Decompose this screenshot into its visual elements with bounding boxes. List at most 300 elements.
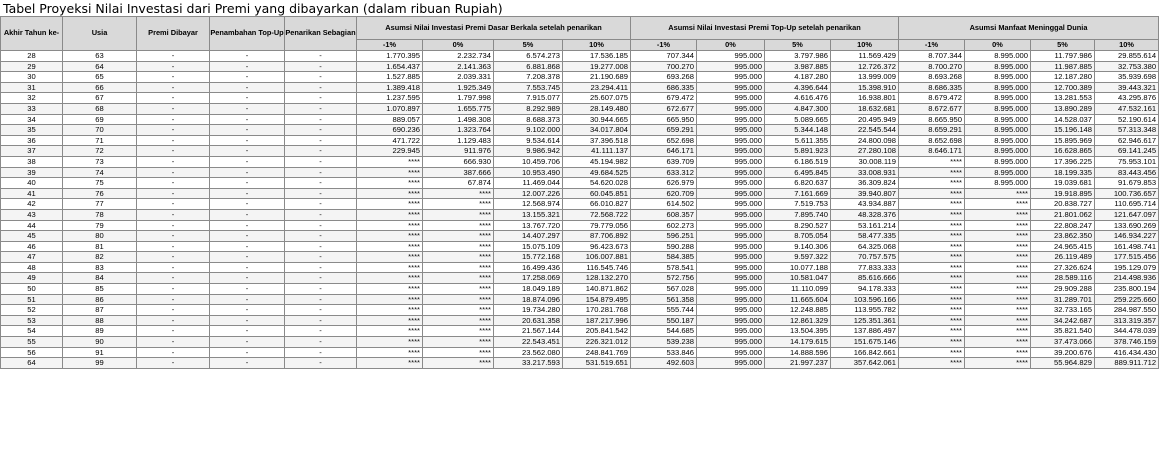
cell-premi-topup-value: 6.495.845 xyxy=(765,167,831,178)
cell-premi-dasar-value: 11.469.044 xyxy=(494,178,563,189)
table-row xyxy=(1,93,1159,104)
cell-premi-dasar-value: **** xyxy=(357,262,423,273)
cell-premi-dasar-value: 1.925.349 xyxy=(423,82,494,93)
cell-manfaat-meninggal-value: **** xyxy=(965,337,1031,348)
cell-manfaat-meninggal-value: 284.987.550 xyxy=(1095,305,1159,316)
cell-penarikan-sebagian: - xyxy=(285,103,357,114)
cell-usia: 68 xyxy=(63,103,137,114)
cell-premi-topup-value: 544.685 xyxy=(631,326,697,337)
cell-premi-topup-value: 5.891.923 xyxy=(765,146,831,157)
cell-premi-topup-value: 94.178.333 xyxy=(831,284,899,295)
cell-premi-topup-value: 9.597.322 xyxy=(765,252,831,263)
cell-manfaat-meninggal-value: 27.326.624 xyxy=(1031,262,1095,273)
cell-akhir-tahun: 33 xyxy=(1,103,63,114)
cell-manfaat-meninggal-value: 8.995.000 xyxy=(965,114,1031,125)
cell-penambahan-topup: - xyxy=(210,146,285,157)
cell-usia: 83 xyxy=(63,262,137,273)
cell-premi-dasar-value: 96.423.673 xyxy=(563,241,631,252)
table-row xyxy=(1,199,1159,210)
cell-premi-dasar-value: 9.534.614 xyxy=(494,135,563,146)
cell-premi-topup-value: 995.000 xyxy=(697,337,765,348)
cell-manfaat-meninggal-value: 8.665.950 xyxy=(899,114,965,125)
cell-premi-dasar-value: **** xyxy=(423,284,494,295)
cell-manfaat-meninggal-value: 8.707.344 xyxy=(899,51,965,62)
cell-premi-topup-value: 113.955.782 xyxy=(831,305,899,316)
cell-premi-dasar-value: **** xyxy=(423,273,494,284)
cell-manfaat-meninggal-value: 313.319.357 xyxy=(1095,315,1159,326)
cell-premi-topup-value: 995.000 xyxy=(697,82,765,93)
cell-premi-dasar-value: 8.688.373 xyxy=(494,114,563,125)
cell-premi-topup-value: 22.545.544 xyxy=(831,125,899,136)
cell-penambahan-topup: - xyxy=(210,82,285,93)
cell-penambahan-topup: - xyxy=(210,72,285,83)
cell-premi-dibayar: - xyxy=(137,347,210,358)
cell-premi-topup-value: 3.987.885 xyxy=(765,61,831,72)
cell-manfaat-meninggal-value: 8.995.000 xyxy=(965,146,1031,157)
cell-premi-dasar-value: 140.871.862 xyxy=(563,284,631,295)
cell-premi-dasar-value: 128.132.270 xyxy=(563,273,631,284)
cell-penarikan-sebagian: - xyxy=(285,209,357,220)
cell-premi-topup-value: 995.000 xyxy=(697,146,765,157)
cell-manfaat-meninggal-value: 31.289.701 xyxy=(1031,294,1095,305)
cell-usia: 72 xyxy=(63,146,137,157)
cell-usia: 63 xyxy=(63,51,137,62)
cell-premi-dasar-value: 106.007.881 xyxy=(563,252,631,263)
cell-penarikan-sebagian: - xyxy=(285,294,357,305)
cell-premi-dasar-value: **** xyxy=(357,315,423,326)
cell-premi-topup-value: 9.140.306 xyxy=(765,241,831,252)
cell-premi-dasar-value: 1.655.775 xyxy=(423,103,494,114)
cell-premi-topup-value: 693.268 xyxy=(631,72,697,83)
cell-premi-topup-value: 707.344 xyxy=(631,51,697,62)
cell-premi-topup-value: 24.800.098 xyxy=(831,135,899,146)
cell-penarikan-sebagian: - xyxy=(285,262,357,273)
cell-manfaat-meninggal-value: **** xyxy=(899,178,965,189)
cell-manfaat-meninggal-value: 8.679.472 xyxy=(899,93,965,104)
cell-premi-dibayar: - xyxy=(137,188,210,199)
cell-akhir-tahun: 30 xyxy=(1,72,63,83)
cell-akhir-tahun: 44 xyxy=(1,220,63,231)
cell-premi-topup-value: 550.187 xyxy=(631,315,697,326)
cell-usia: 90 xyxy=(63,337,137,348)
cell-premi-dasar-value: 15.772.168 xyxy=(494,252,563,263)
cell-penarikan-sebagian: - xyxy=(285,241,357,252)
cell-premi-topup-value: 5.611.355 xyxy=(765,135,831,146)
cell-premi-dasar-value: 19.277.008 xyxy=(563,61,631,72)
cell-premi-topup-value: 12.726.372 xyxy=(831,61,899,72)
cell-premi-topup-value: 12.861.329 xyxy=(765,315,831,326)
cell-premi-topup-value: 572.756 xyxy=(631,273,697,284)
cell-akhir-tahun: 49 xyxy=(1,273,63,284)
cell-akhir-tahun: 41 xyxy=(1,188,63,199)
cell-manfaat-meninggal-value: 17.396.225 xyxy=(1031,156,1095,167)
cell-premi-dasar-value: 37.396.518 xyxy=(563,135,631,146)
cell-akhir-tahun: 35 xyxy=(1,125,63,136)
cell-premi-topup-value: 639.709 xyxy=(631,156,697,167)
cell-penarikan-sebagian: - xyxy=(285,252,357,263)
cell-penambahan-topup: - xyxy=(210,178,285,189)
cell-manfaat-meninggal-value: 416.434.430 xyxy=(1095,347,1159,358)
table-row xyxy=(1,72,1159,83)
table-row xyxy=(1,337,1159,348)
cell-premi-dasar-value: **** xyxy=(423,337,494,348)
cell-manfaat-meninggal-value: 55.964.829 xyxy=(1031,358,1095,369)
header-group-premi-dasar: Asumsi Nilai Investasi Premi Dasar Berkala setelah penarikan xyxy=(357,17,631,40)
cell-premi-topup-value: 492.603 xyxy=(631,358,697,369)
cell-manfaat-meninggal-value: **** xyxy=(899,305,965,316)
page-title: Tabel Proyeksi Nilai Investasi dari Premi yang dibayarkan (dalam ribuan Rupiah) xyxy=(3,1,503,16)
table-row xyxy=(1,347,1159,358)
cell-premi-topup-value: 13.504.395 xyxy=(765,326,831,337)
cell-premi-dibayar: - xyxy=(137,178,210,189)
cell-premi-dasar-value: 28.149.480 xyxy=(563,103,631,114)
cell-premi-topup-value: 578.541 xyxy=(631,262,697,273)
cell-premi-dasar-value: 690.236 xyxy=(357,125,423,136)
cell-manfaat-meninggal-value: 37.473.066 xyxy=(1031,337,1095,348)
cell-premi-dasar-value: 12.007.226 xyxy=(494,188,563,199)
rate-header: -1% xyxy=(357,40,423,51)
cell-premi-dasar-value: 205.841.542 xyxy=(563,326,631,337)
cell-premi-dasar-value: **** xyxy=(423,294,494,305)
cell-manfaat-meninggal-value: **** xyxy=(965,241,1031,252)
cell-premi-topup-value: 995.000 xyxy=(697,294,765,305)
cell-premi-dibayar: - xyxy=(137,315,210,326)
cell-premi-topup-value: 995.000 xyxy=(697,220,765,231)
table-row xyxy=(1,103,1159,114)
cell-premi-topup-value: 30.008.119 xyxy=(831,156,899,167)
cell-akhir-tahun: 51 xyxy=(1,294,63,305)
cell-premi-topup-value: 620.709 xyxy=(631,188,697,199)
cell-penarikan-sebagian: - xyxy=(285,135,357,146)
cell-premi-topup-value: 43.934.887 xyxy=(831,199,899,210)
cell-manfaat-meninggal-value: 8.995.000 xyxy=(965,178,1031,189)
cell-penambahan-topup: - xyxy=(210,347,285,358)
rate-header: 10% xyxy=(1095,40,1159,51)
cell-premi-dasar-value: 1.389.418 xyxy=(357,82,423,93)
cell-premi-dasar-value: 67.874 xyxy=(423,178,494,189)
cell-usia: 82 xyxy=(63,252,137,263)
cell-manfaat-meninggal-value: **** xyxy=(965,347,1031,358)
cell-penambahan-topup: - xyxy=(210,61,285,72)
cell-premi-dasar-value: **** xyxy=(423,347,494,358)
cell-premi-dasar-value: 79.779.056 xyxy=(563,220,631,231)
cell-manfaat-meninggal-value: **** xyxy=(965,305,1031,316)
cell-premi-dibayar: - xyxy=(137,125,210,136)
cell-manfaat-meninggal-value: **** xyxy=(899,326,965,337)
cell-usia: 91 xyxy=(63,347,137,358)
cell-premi-dasar-value: 2.232.734 xyxy=(423,51,494,62)
cell-manfaat-meninggal-value: 11.797.986 xyxy=(1031,51,1095,62)
cell-premi-dasar-value: 1.129.483 xyxy=(423,135,494,146)
cell-premi-topup-value: 18.632.681 xyxy=(831,103,899,114)
cell-premi-dibayar: - xyxy=(137,273,210,284)
cell-manfaat-meninggal-value: 16.628.865 xyxy=(1031,146,1095,157)
cell-manfaat-meninggal-value: 43.295.876 xyxy=(1095,93,1159,104)
cell-premi-dasar-value: **** xyxy=(423,231,494,242)
cell-penarikan-sebagian: - xyxy=(285,178,357,189)
cell-manfaat-meninggal-value: 8.995.000 xyxy=(965,72,1031,83)
rate-header: 10% xyxy=(563,40,631,51)
cell-premi-dasar-value: 54.620.028 xyxy=(563,178,631,189)
cell-manfaat-meninggal-value: **** xyxy=(899,199,965,210)
cell-premi-dasar-value: 7.915.077 xyxy=(494,93,563,104)
cell-premi-topup-value: 995.000 xyxy=(697,178,765,189)
cell-premi-dasar-value: **** xyxy=(357,252,423,263)
cell-premi-topup-value: 652.698 xyxy=(631,135,697,146)
cell-manfaat-meninggal-value: 8.700.270 xyxy=(899,61,965,72)
cell-manfaat-meninggal-value: 20.838.727 xyxy=(1031,199,1095,210)
cell-premi-topup-value: 70.757.575 xyxy=(831,252,899,263)
cell-manfaat-meninggal-value: **** xyxy=(965,220,1031,231)
table-row xyxy=(1,220,1159,231)
cell-premi-dasar-value: **** xyxy=(423,220,494,231)
cell-premi-dasar-value: **** xyxy=(357,209,423,220)
cell-penambahan-topup: - xyxy=(210,358,285,369)
cell-manfaat-meninggal-value: 32.753.380 xyxy=(1095,61,1159,72)
cell-penambahan-topup: - xyxy=(210,167,285,178)
cell-akhir-tahun: 36 xyxy=(1,135,63,146)
cell-manfaat-meninggal-value: 8.995.000 xyxy=(965,103,1031,114)
cell-usia: 75 xyxy=(63,178,137,189)
cell-premi-dasar-value: 9.102.000 xyxy=(494,125,563,136)
cell-premi-dasar-value: **** xyxy=(357,284,423,295)
cell-penarikan-sebagian: - xyxy=(285,93,357,104)
cell-premi-dibayar: - xyxy=(137,252,210,263)
cell-premi-dasar-value: **** xyxy=(423,188,494,199)
cell-manfaat-meninggal-value: 8.995.000 xyxy=(965,82,1031,93)
cell-premi-topup-value: 995.000 xyxy=(697,103,765,114)
cell-premi-topup-value: 686.335 xyxy=(631,82,697,93)
cell-premi-topup-value: 48.328.376 xyxy=(831,209,899,220)
cell-premi-dibayar: - xyxy=(137,82,210,93)
cell-manfaat-meninggal-value: 18.199.335 xyxy=(1031,167,1095,178)
cell-premi-dasar-value: 116.545.746 xyxy=(563,262,631,273)
cell-premi-dasar-value: 170.281.768 xyxy=(563,305,631,316)
rate-header: 0% xyxy=(423,40,494,51)
table-row xyxy=(1,262,1159,273)
cell-premi-dibayar: - xyxy=(137,114,210,125)
cell-manfaat-meninggal-value: 26.119.489 xyxy=(1031,252,1095,263)
cell-premi-dasar-value: **** xyxy=(357,156,423,167)
cell-manfaat-meninggal-value: **** xyxy=(965,262,1031,273)
cell-premi-dasar-value: **** xyxy=(357,305,423,316)
cell-premi-dibayar: - xyxy=(137,326,210,337)
cell-premi-dasar-value: **** xyxy=(357,273,423,284)
cell-manfaat-meninggal-value: **** xyxy=(965,252,1031,263)
cell-manfaat-meninggal-value: **** xyxy=(965,358,1031,369)
cell-premi-dasar-value: 248.841.769 xyxy=(563,347,631,358)
cell-premi-topup-value: 11.665.604 xyxy=(765,294,831,305)
cell-premi-dasar-value: 911.976 xyxy=(423,146,494,157)
cell-manfaat-meninggal-value: 24.965.415 xyxy=(1031,241,1095,252)
cell-premi-dasar-value: 8.292.989 xyxy=(494,103,563,114)
cell-akhir-tahun: 50 xyxy=(1,284,63,295)
cell-premi-dibayar: - xyxy=(137,93,210,104)
cell-manfaat-meninggal-value: **** xyxy=(899,337,965,348)
table-row xyxy=(1,358,1159,369)
cell-manfaat-meninggal-value: **** xyxy=(965,284,1031,295)
table-row xyxy=(1,51,1159,62)
cell-premi-topup-value: 15.398.910 xyxy=(831,82,899,93)
cell-premi-dasar-value: 6.574.273 xyxy=(494,51,563,62)
cell-penarikan-sebagian: - xyxy=(285,305,357,316)
table-row xyxy=(1,82,1159,93)
cell-premi-dasar-value: 1.654.437 xyxy=(357,61,423,72)
cell-premi-dasar-value: 30.944.665 xyxy=(563,114,631,125)
cell-premi-dasar-value: 72.568.722 xyxy=(563,209,631,220)
cell-premi-dibayar: - xyxy=(137,220,210,231)
cell-premi-dasar-value: **** xyxy=(423,199,494,210)
cell-manfaat-meninggal-value: 110.695.714 xyxy=(1095,199,1159,210)
cell-premi-topup-value: 12.248.885 xyxy=(765,305,831,316)
cell-penarikan-sebagian: - xyxy=(285,82,357,93)
cell-usia: 73 xyxy=(63,156,137,167)
cell-premi-dasar-value: 229.945 xyxy=(357,146,423,157)
cell-akhir-tahun: 56 xyxy=(1,347,63,358)
cell-penarikan-sebagian: - xyxy=(285,167,357,178)
cell-manfaat-meninggal-value: **** xyxy=(965,199,1031,210)
cell-penambahan-topup: - xyxy=(210,209,285,220)
cell-usia: 66 xyxy=(63,82,137,93)
cell-manfaat-meninggal-value: **** xyxy=(965,315,1031,326)
cell-premi-topup-value: 13.999.009 xyxy=(831,72,899,83)
cell-penambahan-topup: - xyxy=(210,337,285,348)
cell-premi-topup-value: 995.000 xyxy=(697,262,765,273)
cell-premi-dibayar: - xyxy=(137,156,210,167)
cell-manfaat-meninggal-value: 146.934.227 xyxy=(1095,231,1159,242)
table-body xyxy=(1,51,1159,369)
cell-manfaat-meninggal-value: 23.862.350 xyxy=(1031,231,1095,242)
cell-premi-dibayar: - xyxy=(137,135,210,146)
cell-manfaat-meninggal-value: 13.281.553 xyxy=(1031,93,1095,104)
cell-manfaat-meninggal-value: 121.647.097 xyxy=(1095,209,1159,220)
table-row xyxy=(1,209,1159,220)
cell-manfaat-meninggal-value: **** xyxy=(899,188,965,199)
cell-manfaat-meninggal-value: 8.693.268 xyxy=(899,72,965,83)
header-group-premi-topup: Asumsi Nilai Investasi Premi Top-Up setelah penarikan xyxy=(631,17,899,40)
table-row xyxy=(1,188,1159,199)
cell-premi-dibayar: - xyxy=(137,294,210,305)
cell-premi-dasar-value: 22.543.451 xyxy=(494,337,563,348)
cell-premi-dasar-value: 41.111.137 xyxy=(563,146,631,157)
rate-header: 5% xyxy=(494,40,563,51)
cell-premi-topup-value: 555.744 xyxy=(631,305,697,316)
cell-manfaat-meninggal-value: 15.895.969 xyxy=(1031,135,1095,146)
cell-premi-dasar-value: 471.722 xyxy=(357,135,423,146)
header-group-manfaat-meninggal: Asumsi Manfaat Meninggal Dunia xyxy=(899,17,1159,40)
cell-premi-topup-value: 6.820.637 xyxy=(765,178,831,189)
cell-manfaat-meninggal-value: 29.909.288 xyxy=(1031,284,1095,295)
cell-manfaat-meninggal-value: 12.187.280 xyxy=(1031,72,1095,83)
cell-akhir-tahun: 47 xyxy=(1,252,63,263)
cell-usia: 89 xyxy=(63,326,137,337)
cell-penambahan-topup: - xyxy=(210,326,285,337)
cell-premi-dasar-value: 666.930 xyxy=(423,156,494,167)
cell-premi-dasar-value: 18.049.189 xyxy=(494,284,563,295)
header-penarikan-sebagian: Penarikan Sebagian xyxy=(285,17,357,51)
cell-akhir-tahun: 45 xyxy=(1,231,63,242)
cell-manfaat-meninggal-value: **** xyxy=(965,209,1031,220)
cell-premi-dasar-value: **** xyxy=(423,305,494,316)
cell-penarikan-sebagian: - xyxy=(285,125,357,136)
cell-premi-topup-value: 614.502 xyxy=(631,199,697,210)
cell-premi-dibayar: - xyxy=(137,103,210,114)
cell-premi-dibayar: - xyxy=(137,199,210,210)
cell-premi-topup-value: 633.312 xyxy=(631,167,697,178)
cell-premi-dasar-value: 13.155.321 xyxy=(494,209,563,220)
table-row xyxy=(1,273,1159,284)
cell-premi-dasar-value: **** xyxy=(357,220,423,231)
cell-premi-topup-value: 995.000 xyxy=(697,347,765,358)
cell-penambahan-topup: - xyxy=(210,114,285,125)
cell-manfaat-meninggal-value: 8.995.000 xyxy=(965,61,1031,72)
cell-premi-dasar-value: 7.208.378 xyxy=(494,72,563,83)
cell-premi-dasar-value: **** xyxy=(357,337,423,348)
cell-premi-dasar-value: 20.631.358 xyxy=(494,315,563,326)
cell-premi-dasar-value: 10.953.490 xyxy=(494,167,563,178)
cell-usia: 76 xyxy=(63,188,137,199)
cell-manfaat-meninggal-value: 259.225.660 xyxy=(1095,294,1159,305)
cell-premi-topup-value: 5.089.665 xyxy=(765,114,831,125)
cell-premi-topup-value: 679.472 xyxy=(631,93,697,104)
cell-penambahan-topup: - xyxy=(210,93,285,104)
cell-premi-dasar-value: 49.684.525 xyxy=(563,167,631,178)
cell-premi-topup-value: 85.616.666 xyxy=(831,273,899,284)
cell-premi-dasar-value: 226.321.012 xyxy=(563,337,631,348)
cell-manfaat-meninggal-value: **** xyxy=(965,326,1031,337)
cell-premi-dasar-value: **** xyxy=(423,326,494,337)
cell-premi-dasar-value: **** xyxy=(423,241,494,252)
cell-manfaat-meninggal-value: 8.995.000 xyxy=(965,135,1031,146)
cell-manfaat-meninggal-value: 8.995.000 xyxy=(965,156,1031,167)
cell-penarikan-sebagian: - xyxy=(285,220,357,231)
cell-akhir-tahun: 37 xyxy=(1,146,63,157)
cell-usia: 87 xyxy=(63,305,137,316)
cell-premi-dibayar: - xyxy=(137,167,210,178)
cell-premi-topup-value: 995.000 xyxy=(697,315,765,326)
cell-premi-dasar-value: 7.553.745 xyxy=(494,82,563,93)
cell-premi-dibayar: - xyxy=(137,231,210,242)
cell-manfaat-meninggal-value: 8.995.000 xyxy=(965,167,1031,178)
cell-manfaat-meninggal-value: 19.039.681 xyxy=(1031,178,1095,189)
cell-premi-topup-value: 626.979 xyxy=(631,178,697,189)
cell-manfaat-meninggal-value: 34.242.687 xyxy=(1031,315,1095,326)
cell-premi-dasar-value: 21.567.144 xyxy=(494,326,563,337)
cell-manfaat-meninggal-value: 8.646.171 xyxy=(899,146,965,157)
cell-premi-dasar-value: 33.217.593 xyxy=(494,358,563,369)
cell-manfaat-meninggal-value: **** xyxy=(965,231,1031,242)
cell-penambahan-topup: - xyxy=(210,51,285,62)
cell-premi-topup-value: 659.291 xyxy=(631,125,697,136)
cell-premi-topup-value: 10.077.188 xyxy=(765,262,831,273)
cell-manfaat-meninggal-value: 344.478.039 xyxy=(1095,326,1159,337)
cell-manfaat-meninggal-value: 8.652.698 xyxy=(899,135,965,146)
cell-premi-topup-value: 103.596.166 xyxy=(831,294,899,305)
cell-premi-dasar-value: 531.519.651 xyxy=(563,358,631,369)
cell-manfaat-meninggal-value: 13.890.289 xyxy=(1031,103,1095,114)
cell-manfaat-meninggal-value: **** xyxy=(899,156,965,167)
cell-premi-dasar-value: 1.770.395 xyxy=(357,51,423,62)
rate-header: 0% xyxy=(697,40,765,51)
cell-premi-dasar-value: 12.568.974 xyxy=(494,199,563,210)
cell-premi-topup-value: 4.616.476 xyxy=(765,93,831,104)
cell-penarikan-sebagian: - xyxy=(285,199,357,210)
cell-premi-dasar-value: 1.237.595 xyxy=(357,93,423,104)
cell-penambahan-topup: - xyxy=(210,188,285,199)
cell-penarikan-sebagian: - xyxy=(285,231,357,242)
cell-manfaat-meninggal-value: 52.190.614 xyxy=(1095,114,1159,125)
cell-usia: 79 xyxy=(63,220,137,231)
